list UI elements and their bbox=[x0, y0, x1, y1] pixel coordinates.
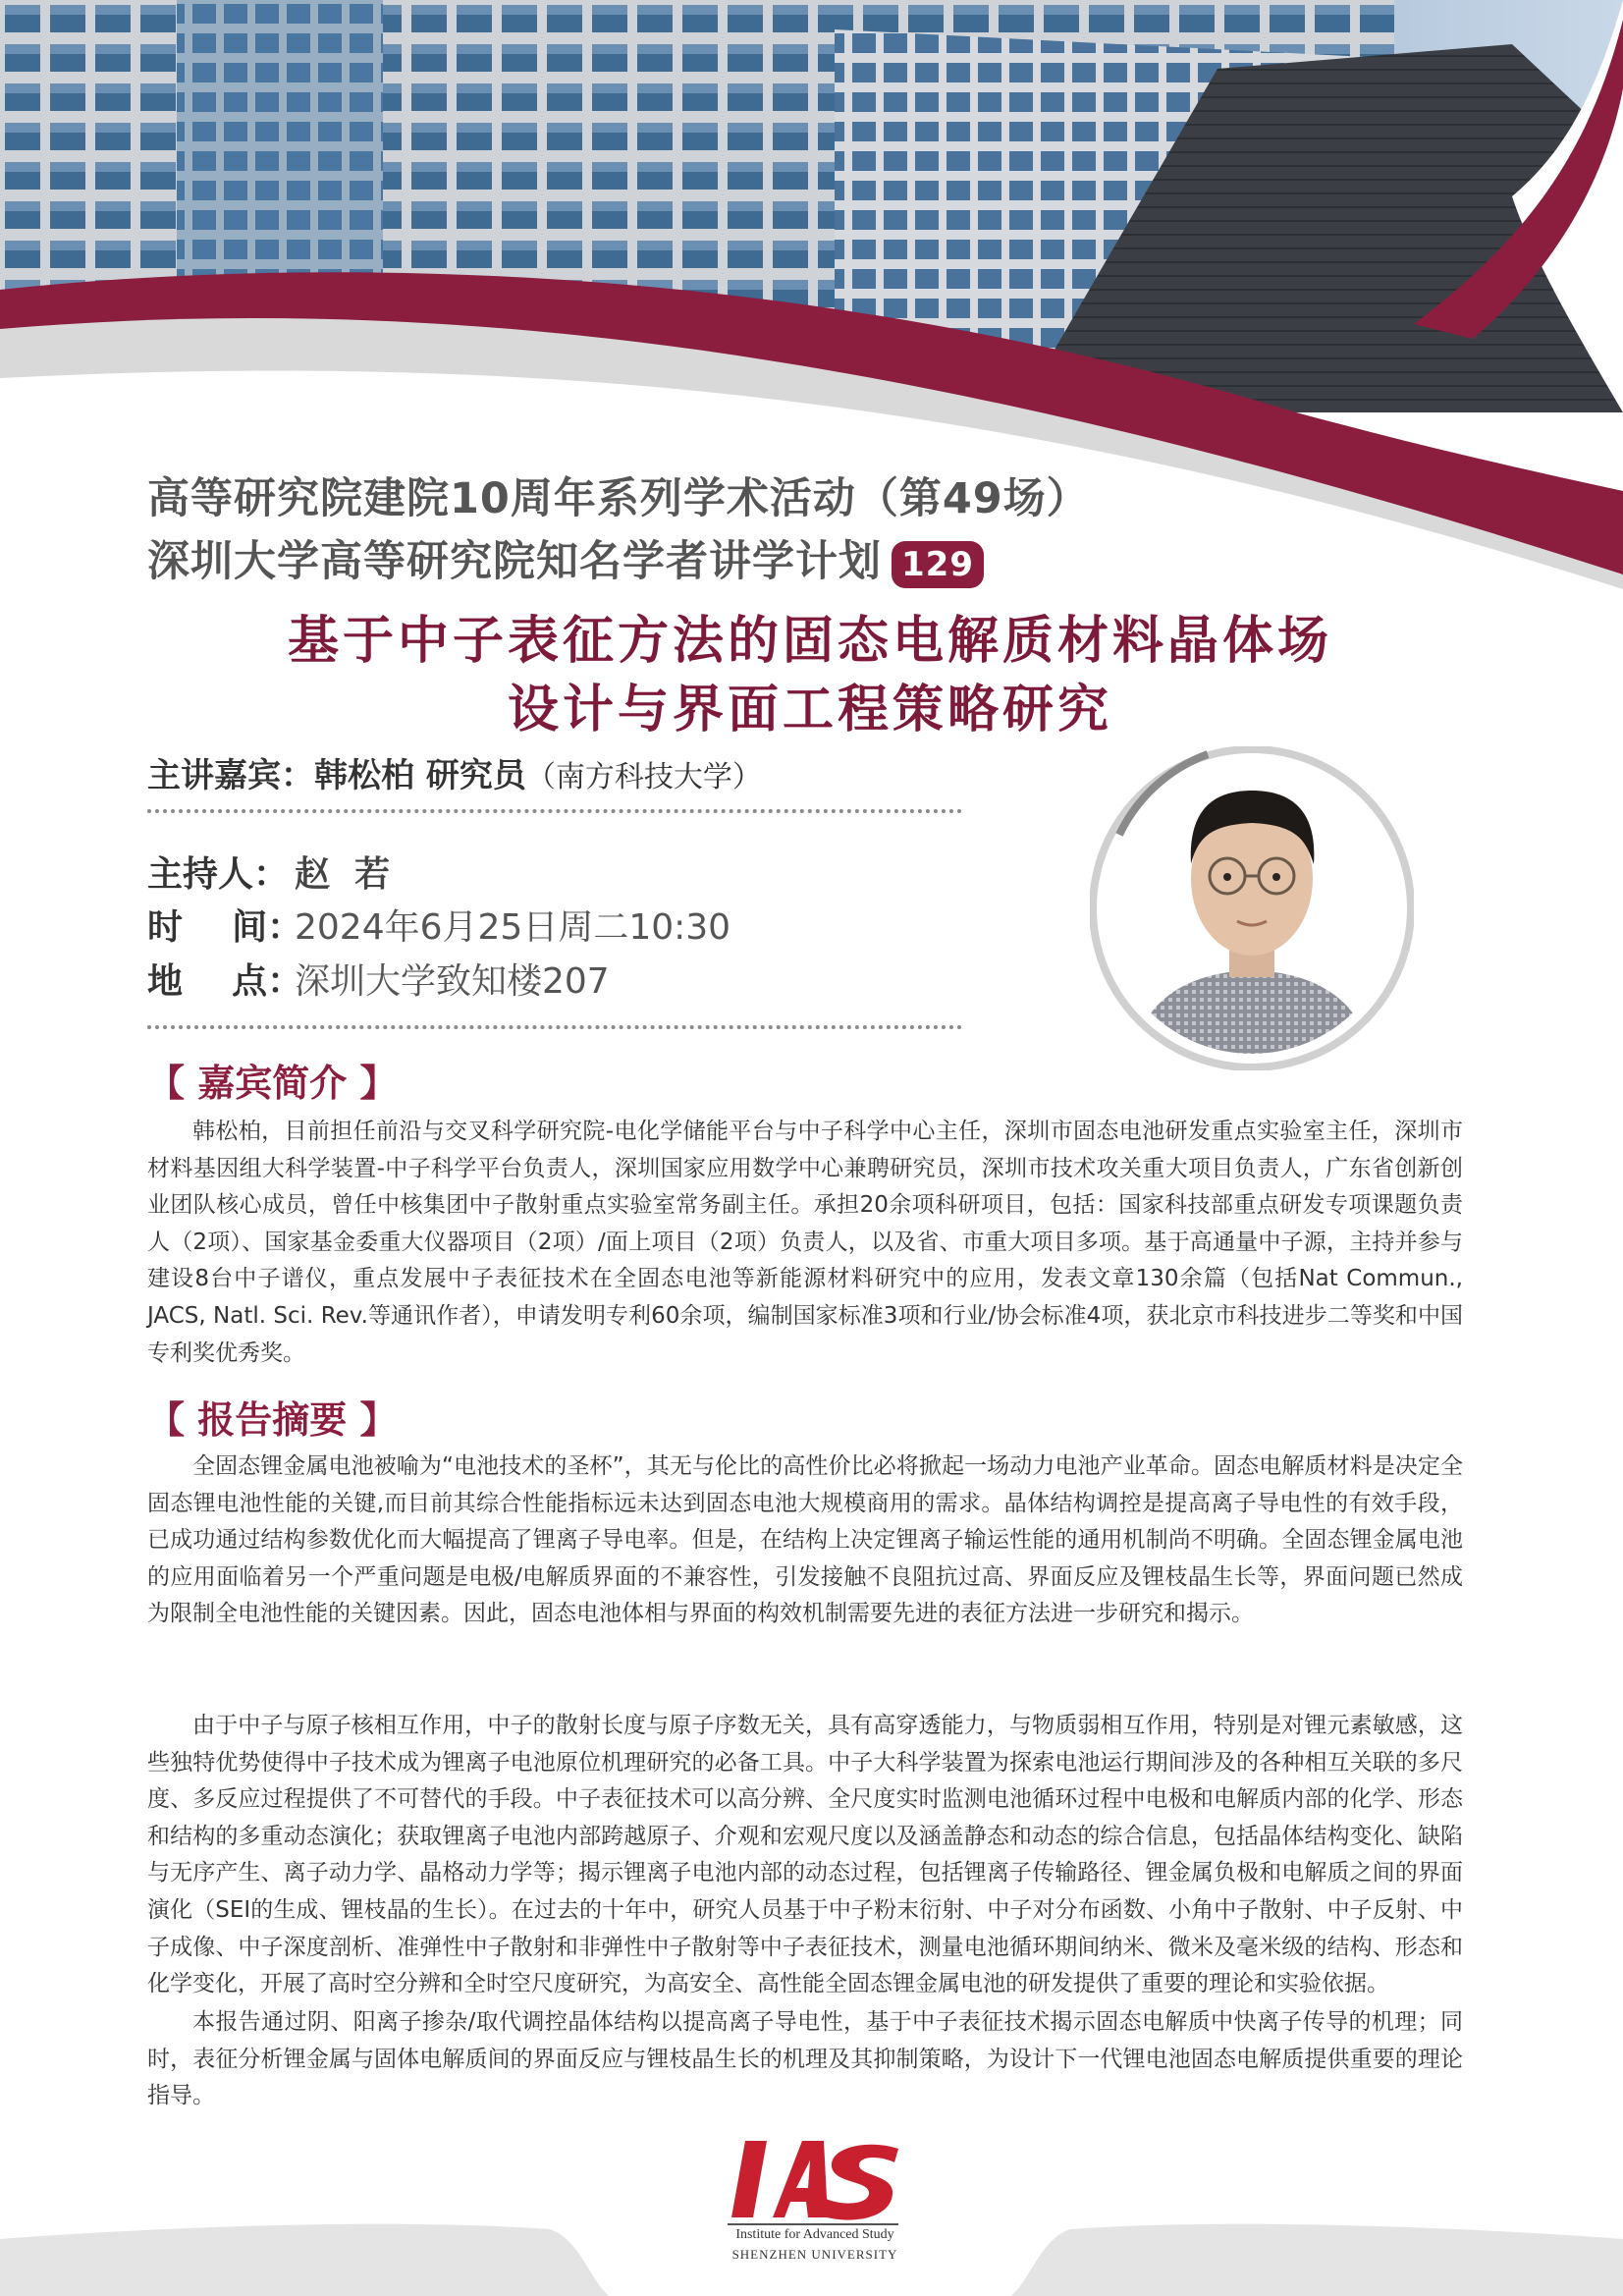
host-value: 赵 若 bbox=[295, 854, 391, 895]
bio-heading: 【 嘉宾简介 】 bbox=[147, 1062, 398, 1105]
speaker-line bbox=[147, 748, 762, 796]
dotted-divider-bottom bbox=[147, 1025, 962, 1029]
abstract-heading: 【 报告摘要 】 bbox=[147, 1398, 398, 1442]
series-line-1: 高等研究院建院10周年系列学术活动（第49场） bbox=[147, 474, 1090, 523]
speaker-label: 主讲嘉宾： bbox=[147, 756, 314, 795]
speaker-role: 研究员 bbox=[425, 756, 526, 795]
place-value: 深圳大学致知楼207 bbox=[295, 961, 610, 1002]
abstract-paragraph-1: 全固态锂金属电池被喻为“电池技术的圣杯”，其无与伦比的高性价比必将掀起一场动力电池产业革命。固态电解质材料是决定全固态锂电池性能的关键,而目前其综合性能指标远未达到固态电池大规模商用的需求。晶体结构调控是提高离子导电性的有效手段，已成功通过结构参数优化而大幅提高了锂离子导电率。但是，在结构上决定锂离子输运性能的通用机制尚不明确。全固态锂金属电池的应用面临着另一个严重问题是电极/电解质界面的不兼容性，引发接触不良阻抗过高、界面反应及锂枝晶生长等，界面问题已然成为限制全电池性能的关键因素。因此，固态电池体相与界面的构效机制需要先进的表征方法进一步研究和揭示。 bbox=[147, 1453, 1463, 1627]
time-label: 时 间： bbox=[147, 907, 303, 948]
time-value: 2024年6月25日周二10:30 bbox=[295, 907, 731, 948]
logo-university-name: SHENZHEN UNIVERSITY bbox=[731, 2247, 898, 2262]
lecture-title bbox=[147, 607, 1473, 744]
place-line bbox=[147, 954, 610, 1004]
speaker-photo bbox=[1090, 746, 1414, 1070]
place-label: 地 点： bbox=[147, 961, 303, 1002]
lecture-number-badge: 129 bbox=[892, 541, 984, 588]
lecture-title-line-1: 基于中子表征方法的固态电解质材料晶体场 bbox=[287, 612, 1332, 671]
speaker-name: 韩松柏 bbox=[314, 756, 414, 795]
abstract-paragraph-2: 由于中子与原子核相互作用，中子的散射长度与原子序数无关，具有高穿透能力，与物质弱相互作用，特别是对锂元素敏感，这些独特优势使得中子技术成为锂离子电池原位机理研究的必备工具。中子大科学装置为探索电池运行期间涉及的各种相互关联的多尺度、多反应过程提供了不可替代的手段。中子表征技术可以高分辨、全尺度实时监测电池循环过程中电极和电解质内部的化学、形态和结构的多重动态演化；获取锂离子电池内部跨越原子、介观和宏观尺度以及涵盖静态和动态的综合信息，包括晶体结构变化、缺陷与无序产生、离子动力学、晶格动力学等；揭示锂离子电池内部的动态过程，包括锂离子传输路径、锂金属负极和电解质之间的界面演化（SEI的生成、锂枝晶的生长）。在过去的十年中，研究人员基于中子粉末衍射、中子对分布函数、小角中子散射、中子反射、中子成像、中子深度剖析、准弹性中子散射和非弹性中子散射等中子表征技术，测量电池循环期间纳米、微米及毫米级的结构、形态和化学变化，开展了高时空分辨和全时空尺度研究，为高安全、高性能全固态锂金属电池的研发提供了重要的理论和实验依据。 bbox=[147, 1713, 1463, 1997]
dotted-divider-top bbox=[147, 809, 962, 813]
speaker-affiliation: （南方科技大学） bbox=[525, 760, 762, 794]
series-line-2-text: 深圳大学高等研究院知名学者讲学计划 bbox=[147, 537, 882, 586]
lecture-title-line-2: 设计与界面工程策略研究 bbox=[507, 681, 1112, 739]
host-line bbox=[147, 847, 390, 897]
abstract-paragraph-3: 本报告通过阴、阳离子掺杂/取代调控晶体结构以提高离子导电性，基于中子表征技术揭示固态电解质中快离子传导的机理；同时，表征分析锂金属与固体电解质间的界面反应与锂枝晶生长的机理及其抑制策略，为设计下一代锂电池固态电解质提供重要的理论指导。 bbox=[147, 2009, 1463, 2109]
bio-text: 韩松柏，目前担任前沿与交叉科学研究院-电化学储能平台与中子科学中心主任，深圳市固态电池研发重点实验室主任，深圳市材料基因组大科学装置-中子科学平台负责人，深圳国家应用数学中心兼聘研究员，深圳市技术攻关重大项目负责人，广东省创新创业团队核心成员，曾任中核集团中子散射重点实验室常务副主任。承担20余项科研项目，包括：国家科技部重点研发专项课题负责人（2项）、国家基金委重大仪器项目（2项）/面上项目（2项）负责人，以及省、市重大项目多项。基于高通量中子源，主持并参与建设8台中子谱仪，重点发展中子表征技术在全固态电池等新能源材料研究中的应用，发表文章130余篇（包括Nat Commun., JACS, Natl. Sci. Rev.等通讯作者），申请发明专利60余项，编制国家标准3项和行业/协会标准4项，获北京市科技进步二等奖和中国专利奖优秀奖。 bbox=[147, 1119, 1463, 1366]
series-line-2 bbox=[147, 530, 1129, 593]
logo-institute-name: Institute for Advanced Study bbox=[735, 2227, 894, 2242]
header-block bbox=[147, 467, 1129, 593]
host-label: 主持人： bbox=[147, 854, 290, 895]
time-line bbox=[147, 900, 730, 950]
